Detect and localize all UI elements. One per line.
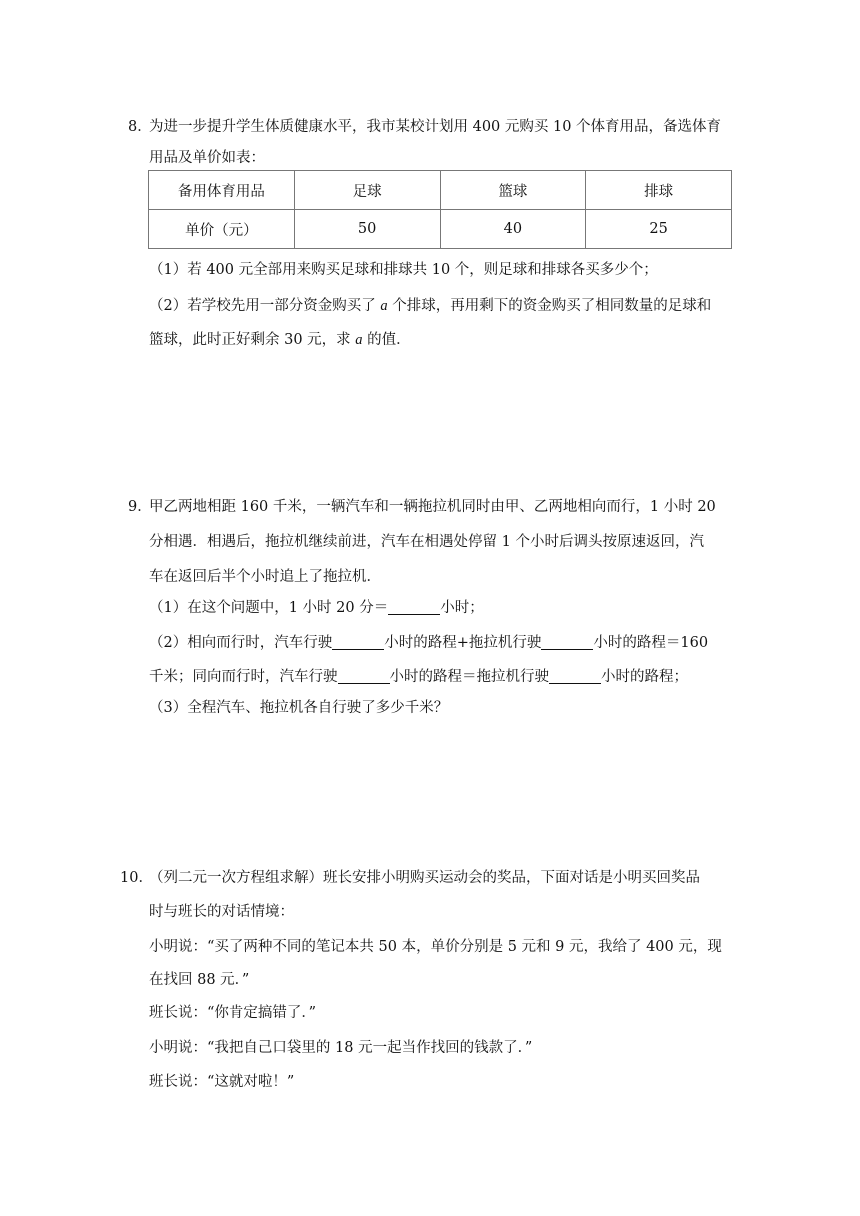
q9-sub2-text: 小时的路程； (601, 669, 688, 685)
dialogue-line-1-cont: 在找回 88 元．” (149, 972, 250, 988)
q9-subquestion-2 (149, 631, 708, 652)
q9-subquestion-2-line2 (149, 665, 688, 686)
q9-sub1-text: 小时； (440, 600, 484, 616)
table-cell: 排球 (586, 171, 732, 210)
table-row (149, 210, 732, 249)
dialogue-line-1: 小明说：“买了两种不同的笔记本共 50 本，单价分别是 5 元和 9 元，我给了 400 元，现 (149, 939, 722, 955)
q9-sub1-text: （1）在这个问题中，1 小时 20 分＝ (149, 600, 389, 616)
variable-a: a (380, 298, 388, 314)
table-cell: 足球 (294, 171, 440, 210)
q10-text-line1: （列二元一次方程组求解）班长安排小明购买运动会的奖品，下面对话是小明买回奖品 (149, 870, 700, 886)
q8-subquestion-2-line2 (149, 328, 411, 349)
q9-sub2-text: （2）相向而行时，汽车行驶 (149, 635, 333, 651)
q8-number: 8． (128, 119, 152, 135)
q8-sub2-text: 篮球，此时正好剩余 30 元，求 (149, 332, 356, 348)
q8-sub2-text: （2）若学校先用一部分资金购买了 (149, 298, 381, 314)
q9-text-line2: 分相遇．相遇后，拖拉机继续前进，汽车在相遇处停留 1 个小时后调头按原速返回，汽 (149, 534, 704, 550)
dialogue-line-2: 班长说：“你肯定搞错了．” (149, 1005, 317, 1021)
price-table (148, 170, 732, 249)
q10-number: 10． (120, 870, 153, 886)
table-cell: 50 (294, 210, 440, 249)
q10-text-line2: 时与班长的对话情境： (149, 904, 294, 920)
q8-sub2-text: 个排球，再用剩下的资金购买了相同数量的足球和 (387, 298, 712, 314)
q9-sub2-text: 小时的路程+拖拉机行驶 (384, 635, 542, 651)
q9-subquestion-1 (149, 596, 484, 617)
q9-sub2-text: 千米；同向而行时，汽车行驶 (149, 669, 338, 685)
q9-subquestion-3: （3）全程汽车、拖拉机各自行驶了多少千米？ (149, 700, 449, 716)
table-cell: 篮球 (440, 171, 586, 210)
dialogue-line-3: 小明说：“我把自己口袋里的 18 元一起当作找回的钱款了．” (149, 1040, 533, 1056)
table-cell: 40 (440, 210, 586, 249)
table-cell: 备用体育用品 (149, 171, 295, 210)
answer-blank[interactable] (549, 669, 601, 684)
answer-blank[interactable] (338, 669, 390, 684)
variable-a: a (355, 332, 363, 348)
q8-sub2-text: 的值． (362, 332, 411, 348)
q9-sub2-text: 小时的路程＝拖拉机行驶 (389, 669, 549, 685)
q8-subquestion-2 (149, 294, 711, 315)
table-header-row (149, 171, 732, 210)
dialogue-line-4: 班长说：“这就对啦！” (149, 1074, 295, 1090)
answer-blank[interactable] (388, 600, 440, 615)
table-cell: 25 (586, 210, 732, 249)
answer-blank[interactable] (541, 635, 593, 650)
q8-subquestion-1: （1）若 400 元全部用来购买足球和排球共 10 个，则足球和排球各买多少个； (149, 262, 658, 278)
q9-number: 9． (128, 499, 152, 515)
q9-text-line3: 车在返回后半个小时追上了拖拉机． (149, 569, 381, 585)
q8-text-line1: 为进一步提升学生体质健康水平，我市某校计划用 400 元购买 10 个体育用品，备选体育 (149, 119, 722, 135)
q9-text-line1: 甲乙两地相距 160 千米，一辆汽车和一辆拖拉机同时由甲、乙两地相向而行，1 小时 20 (149, 499, 716, 515)
table-cell: 单价（元） (149, 210, 295, 249)
q9-sub2-text: 小时的路程＝160 (593, 635, 709, 651)
answer-blank[interactable] (332, 635, 384, 650)
q8-text-line2: 用品及单价如表： (149, 150, 265, 166)
